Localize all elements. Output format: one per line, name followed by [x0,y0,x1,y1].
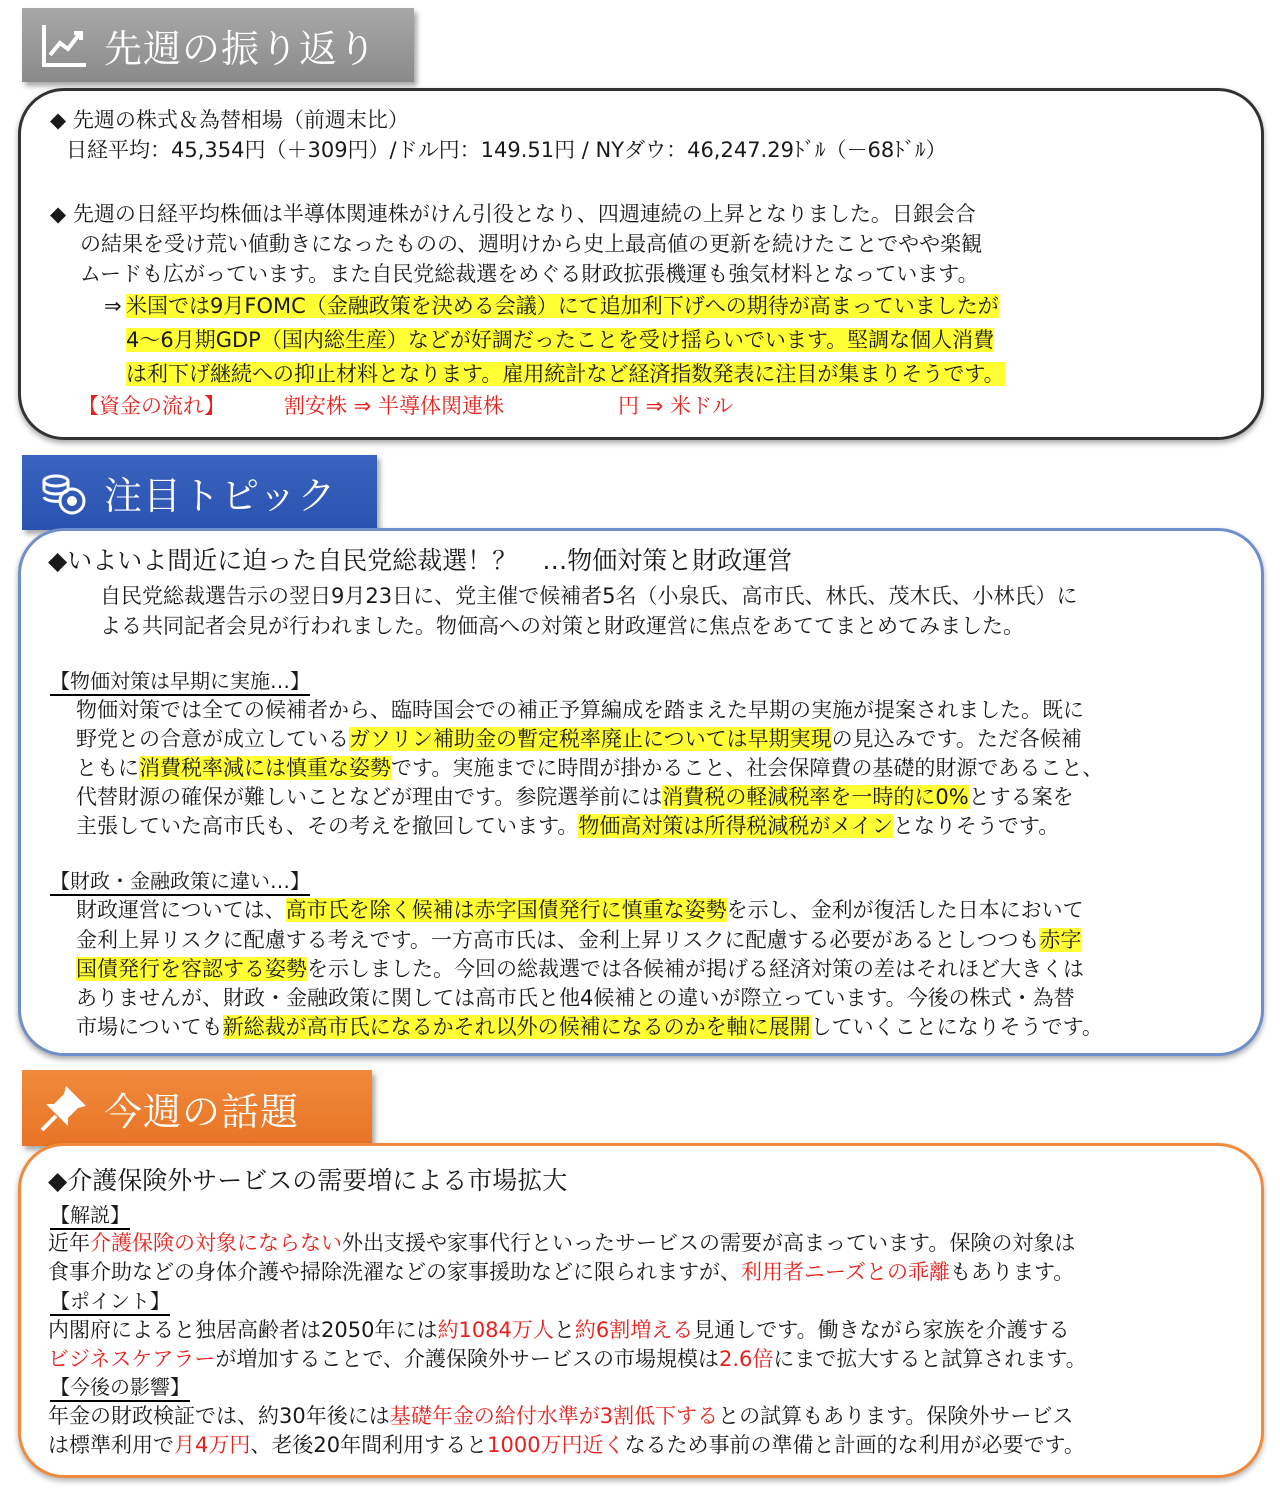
text-span: 、老後20年間利用すると [250,1433,488,1457]
text-span: となりそうです。 [892,814,1060,838]
flow-currency: 円 ⇒ 米ドル [618,394,733,418]
text-span: 市場についても [76,1015,223,1039]
text-span: 赤字 [1039,928,1082,952]
text-span: と [553,1318,575,1342]
text-span: の見込みです。ただ各候補 [831,727,1082,751]
text-span: が提案されました。既に [853,698,1084,722]
us-line: 4～6月期GDP（国内総生産）などが好調だったことを受け揺らいでいます。堅調な個人消費 [126,328,995,352]
text-span: 物価対策では全ての候補者から、 [76,698,391,722]
text-span: 近年 [48,1231,90,1255]
coins-icon [36,465,92,521]
text-span: 新総裁が高市氏になるかそれ以外の候補になるのかを軸に展開 [222,1015,811,1039]
text-span: 国債発行を容認する姿勢 [76,957,307,981]
text-span: 消費税率減には慎重な姿勢 [139,756,391,780]
sub-heading-point: 【ポイント】 [50,1288,170,1316]
sub-heading-impact: 【今後の影響】 [50,1374,190,1402]
text-span: その考えを撤回 [307,814,454,838]
text-span: とする案を [968,785,1074,809]
text-span: を示し、金利が復活した日本において [726,898,1084,922]
text-span: です。 [391,756,453,780]
text-span: 財政運営については、 [76,898,286,922]
topic-p1-line [76,696,1084,725]
topic-p1-line [76,812,1059,841]
section-header-topic [22,455,377,530]
text-span: 金利上昇リスクに配慮する考えです。一方高市氏は、金利上昇リスクに配慮する必要があるとしつつも [76,928,1040,952]
text-span: は標準利用で [48,1433,174,1457]
flow-label: 【資金の流れ】 [78,394,225,418]
section-title: 先週の振り返り [104,26,378,71]
topic-p1-line [76,783,1074,812]
text-span: 介護保険の対象にならない [90,1231,342,1255]
text-span: 高市氏を除く候補は赤字国債発行に慎重な姿勢 [285,898,727,922]
section-header-weekly [22,1070,372,1146]
topic-p2-line [76,955,1084,984]
text-span: 約1084万人 [437,1318,554,1342]
weekly-explain-line [48,1229,1075,1258]
weekly-heading: ◆介護保険外サービスの需要増による市場拡大 [48,1166,568,1195]
text-span: ガソリン補助金の暫定税率廃止については早期実現 [349,727,832,751]
text-span: 2.6倍 [718,1347,774,1371]
topic-heading: ◆いよいよ間近に迫った自民党総裁選！？ …物価対策と財政運営 [48,546,793,575]
text-span: ともに [76,756,139,780]
topic-p1-line [76,725,1082,754]
text-span: 見通しです。働きながら家族を介護する [693,1318,1070,1342]
text-span: ありませんが、 [76,986,223,1010]
text-span: 約6割増える [574,1318,694,1342]
text-span: 利用者ニーズとの乖離 [741,1260,950,1284]
text-span: 財政・金融政策に関しては高市氏と他4候補との違いが際立っています。 [223,986,907,1010]
section-header-review [22,8,414,82]
review-line: ムードも広がっています。また自民党総裁選をめぐる財政拡張機運も強気材料となっています。 [80,262,979,286]
topic-p2-line [76,1013,1103,1042]
text-span: 野党との合意が成立している [76,727,349,751]
text-span: しています。 [454,814,579,838]
topic-intro-line: 自民党総裁選告示の翌日9月23日に、党主催で候補者5名（小泉氏、高市氏、林氏、茂木氏、小林氏）に [100,584,1078,608]
weekly-point-line [48,1316,1070,1345]
text-span: 内閣府によると独居高齢者は2050年には [48,1318,438,1342]
topic-intro-line: よる共同記者会見が行われました。物価高への対策と財政運営に焦点をあててまとめてみました。 [100,614,1024,638]
topic-p2-line [76,896,1084,925]
sub-heading-explain: 【解説】 [50,1202,130,1230]
text-span: が理由です。参院選挙前には [391,785,663,809]
text-span: にまで拡大すると試算されます。 [773,1347,1087,1371]
weekly-impact-line [48,1431,1085,1460]
text-span: 代替財源の確保が難しいことなど [76,785,391,809]
text-span: を示しました。今回の総裁選では各候補が掲げる経済対策の差はそれほど大きくは [307,957,1084,981]
text-span: 実施までに時間が掛かること、社会保障費の基礎的財源であること、 [452,756,1104,780]
text-span: 外出支援や家事代行といったサービスの需要が高まっています。保険の対象は [342,1231,1076,1255]
review-line: の結果を受け荒い値動きになったものの、週明けから史上最高値の更新を続けたことでやや楽観 [80,232,983,256]
text-span: 1000万円近く [487,1433,625,1457]
text-span: 今後の株式・為替 [906,986,1075,1010]
us-line: は利下げ継続への抑止材料となります。雇用統計など経済指数発表に注目が集まりそうです。 [126,362,1005,386]
text-span: との試算もあります。保険外サービス [718,1404,1074,1428]
weekly-point-line [48,1345,1087,1374]
text-span: 月4万円 [174,1433,251,1457]
text-span: 基礎年金の給付水準が3割低下する [389,1404,719,1428]
text-span: していくことになりそうです。 [810,1015,1103,1039]
market-heading: ◆ 先週の株式＆為替相場（前週末比） [50,108,409,132]
flow-stocks: 割安株 ⇒ 半導体関連株 [284,394,504,418]
topic-p2-line [76,926,1081,955]
topic-p2-line [76,984,1075,1013]
sub-heading-fiscal: 【財政・金融政策に違い…】 [50,868,310,896]
market-values: 日経平均：45,354円（＋309円）/ドル円：149.51円 / NYダウ：46,247.29ﾄﾞﾙ（－68ﾄﾞﾙ） [66,138,947,162]
pushpin-icon [36,1080,92,1136]
text-span: 消費税の軽減税率を一時的に0% [662,785,969,809]
weekly-impact-line [48,1402,1073,1431]
chart-trend-icon [36,17,92,73]
weekly-explain-line [48,1258,1074,1287]
text-span: が増加することで、介護保険外サービスの市場規模は [215,1347,719,1371]
section-title: 注目トピック [104,474,337,518]
text-span: 主張していた高市氏も、 [76,814,307,838]
text-span: もあります。 [949,1260,1075,1284]
us-line: 米国では9月FOMC（金融政策を決める会議）にて追加利下げへの期待が高まっていましたが [126,294,999,318]
text-span: 年金の財政検証では、約30年後には [48,1404,390,1428]
section-title: 今週の話題 [104,1089,300,1134]
text-span: 食事介助などの身体介護や掃除洗濯などの家事援助などに限られますが、 [48,1260,741,1284]
text-span: 物価高対策は所得税減税がメイン [578,814,893,838]
text-span: 臨時国会での補正予算編成を踏まえた早期の実施 [391,698,853,722]
sub-heading-price: 【物価対策は早期に実施…】 [50,668,310,696]
us-arrow: ⇒ [104,294,122,318]
text-span: なるため事前の準備と計画的な利用が必要です。 [624,1433,1085,1457]
review-line: ◆ 先週の日経平均株価は半導体関連株がけん引役となり、四週連続の上昇となりました。日銀会合 [50,202,976,226]
text-span: ビジネスケアラー [48,1347,216,1371]
topic-p1-line [76,754,1103,783]
